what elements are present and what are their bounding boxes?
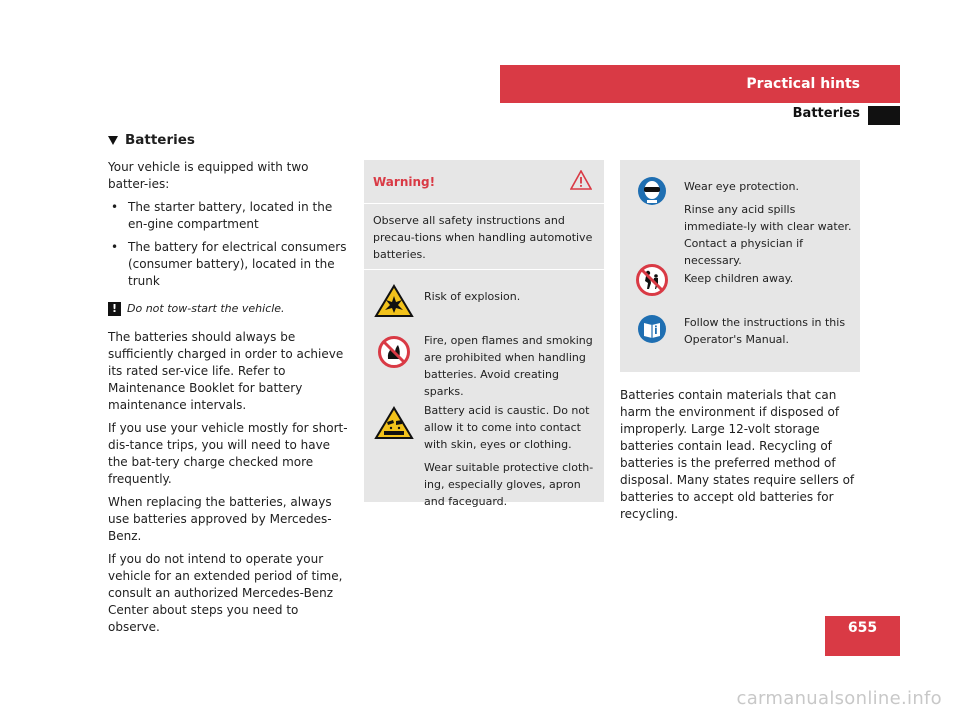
keep-children-away-icon [620,264,684,296]
warning-box [364,160,604,508]
warning-header [364,160,604,204]
no-fire-icon [364,332,424,369]
warning-item [364,270,604,326]
battery-list [108,199,348,290]
info-item-line: Rinse any acid spills immediate-ly with clear water. Contact a physician if necessary. [684,203,852,267]
paragraph: The batteries should always be sufficiently charged in order to achieve its rated ser-vice life. Refer to Maintenance Booklet for battery maintenance intervals. [108,330,344,412]
triangle-down-icon [108,136,118,145]
subsection-title: Batteries [792,106,860,121]
warning-item [364,326,604,398]
warning-intro: Observe all safety instructions and precau-tions when handling automotive batteries. [364,204,604,270]
intro-text: Your vehicle is equipped with two batter-ies: [108,160,309,191]
info-item-line: Wear eye protection. [684,180,799,193]
warning-title: Warning! [373,175,436,189]
info-item-text: Keep children away. [684,272,794,285]
disposal-paragraph: Batteries contain materials that can harm the environment if disposed of improperly. Large 12-volt storage batteries contain lead. Recycling of batteries is the preferred method of disposal. Many states require sellers of batteries to accept old batteries for recycling. [620,388,855,521]
corrosive-warning-icon [364,402,424,440]
warning-item [364,394,604,516]
section-title: Practical hints [746,76,860,92]
warning-item-text [424,402,604,516]
paragraph: When replacing the batteries, always use batteries approved by Mercedes-Benz. [108,495,332,543]
page-number: 655 [825,616,900,656]
warning-item-line: Battery acid is caustic. Do not allow it to come into contact with skin, eyes or clothing. [424,404,590,451]
info-item-text [684,178,860,275]
info-item [620,306,860,348]
section-heading [108,132,348,149]
warning-item-text: Fire, open flames and smoking are prohibited when handling batteries. Avoid creating sparks. [424,334,593,398]
notice [108,300,348,317]
eye-protection-icon [620,176,684,206]
heading-text: Batteries [125,132,195,148]
info-item-text: Follow the instructions in this Operator's Manual. [684,316,846,346]
info-box [620,160,860,372]
list-item: • The starter battery, located in the en-gine compartment [108,199,348,233]
exclamation-icon: ! [108,302,121,316]
left-column [108,132,348,642]
explosion-warning-icon [364,282,424,318]
warning-triangle-icon [570,170,592,195]
paragraph: If you do not intend to operate your vehicle for an extended period of time, consult an authorized Mercedes-Benz Center about steps you need to observe. [108,552,343,634]
notice-text: Do not tow-start the vehicle. [127,302,285,315]
section-header [500,65,900,103]
manual-icon [620,314,684,344]
list-item: • The battery for electrical consumers (consumer battery), located in the trunk [108,239,348,290]
paragraph: If you use your vehicle mostly for short-dis-tance trips, you will need to have the bat-tery charge checked more frequently. [108,421,348,486]
right-column [620,387,868,523]
warning-item-line: Wear suitable protective cloth-ing, especially gloves, apron and faceguard. [424,461,594,508]
info-item [620,160,860,267]
warning-item-text: Risk of explosion. [424,290,521,303]
watermark: carmanualsonline.info [736,688,942,709]
header-marker [868,106,900,125]
